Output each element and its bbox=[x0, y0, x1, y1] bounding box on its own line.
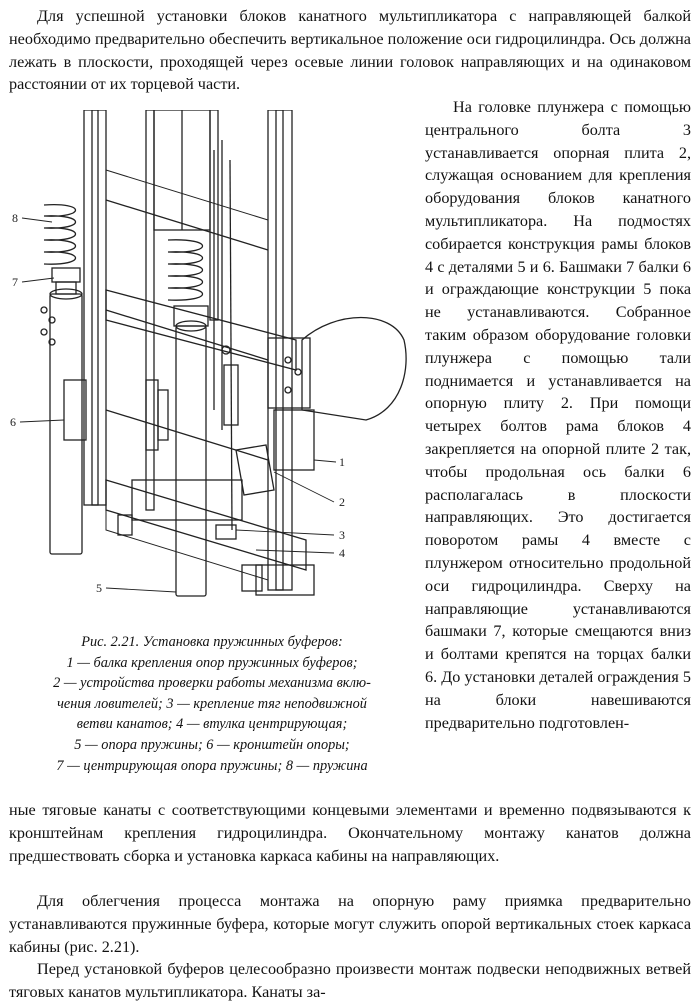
central-bolt bbox=[216, 525, 236, 539]
caption-line: 7 — центрирующая опора пружины; 8 — пружина bbox=[56, 757, 368, 774]
left-spring bbox=[44, 205, 76, 265]
label-7: 7 bbox=[12, 275, 18, 289]
label-5: 5 bbox=[96, 581, 102, 595]
center-spring-support bbox=[176, 326, 206, 596]
caption-line: ветви канатов; 4 — втулка центрирующая; bbox=[76, 716, 348, 733]
caption-line: 1 — балка крепления опор пружинных буферов; bbox=[66, 654, 358, 671]
left-bracket bbox=[64, 380, 86, 440]
left-guide-rail bbox=[84, 110, 106, 505]
label-4: 4 bbox=[339, 546, 345, 560]
figure-spring-buffers bbox=[6, 110, 416, 630]
caption-line: 5 — опора пружины; 6 — кронштейн опоры; bbox=[74, 736, 350, 753]
figure-caption bbox=[4, 632, 420, 776]
figure-drawing bbox=[6, 110, 416, 630]
label-8: 8 bbox=[12, 211, 18, 225]
paragraph-final: Перед установкой буферов целесообразно произвести монтаж подвески неподвижных ветвей тяговых канатов мультипликатора. Канаты за- bbox=[9, 960, 691, 1001]
right-bracket bbox=[268, 338, 310, 408]
cabin-panel bbox=[302, 318, 406, 421]
paragraph-right-column: На головке плунжера с помощью центрального болта 3 устанавливается опорная плита 2, служащая основанием для крепления оборудования блоков канатного мультипликатора. На подмостях собирается конструкция рамы блоков 4 с деталями 5 и 6. Башмаки 7 балки 6 и ограждающие конструкции 5 пока не устанавливаются. Собранное таким образом оборудование головки плунжера с помощью тали поднимается и устанавливается на опорную плиту 2. При помощи четырех болтов рама блоков 4 закрепляется на опорной плите 2 так, чтобы продольная ось балки 6 располагалась в плоскости направляющих. Это достигается поворотом рамы 4 вместе с плунжером относительно продольной оси гидроцилиндра. Сверху на направляющие устанавливаются башмаки 7, которые смещаются вниз и болтами крепятся на торцах балки 6. До установки деталей ограждения 5 на блоки навешиваются предварительно подготовлен- bbox=[425, 98, 691, 732]
label-2: 2 bbox=[339, 495, 345, 509]
center-spring bbox=[168, 240, 203, 300]
label-1: 1 bbox=[339, 455, 345, 469]
caption-title: Рис. 2.21. Установка пружинных буферов: bbox=[81, 634, 343, 650]
paragraph-continuation: ные тяговые канаты с соответствующими концевыми элементами и временно подвязываются к кронштейнам крепления гидроцилиндра. Окончательному монтажу канатов должна предшествовать сборка и установка каркаса кабины на направляющих. bbox=[9, 801, 691, 865]
left-spring-support bbox=[50, 294, 82, 554]
label-6: 6 bbox=[10, 415, 16, 429]
paragraph-intro: Для успешной установки блоков канатного мультипликатора с направляющей балкой необходимо предварительно обеспечить вертикальное положение оси гидроцилиндра. Ось должна лежать в плоскости, проходящей через осевые линии головок направляющих и на одинаковом расстоянии от их торцевой части. bbox=[9, 7, 691, 94]
caption-line: чения ловителей; 3 — крепление тяг неподвижной bbox=[57, 695, 367, 712]
paragraph-buffers: Для облегчения процесса монтажа на опорную раму приямка предварительно устанавливаются пружинные буфера, которые могут служить опорой вертикальных стоек каркаса кабины (рис. 2.21). bbox=[9, 892, 691, 956]
caption-line: 2 — устройства проверки работы механизма вклю- bbox=[53, 675, 371, 692]
label-3: 3 bbox=[339, 528, 345, 542]
right-guide-rail bbox=[268, 110, 292, 590]
